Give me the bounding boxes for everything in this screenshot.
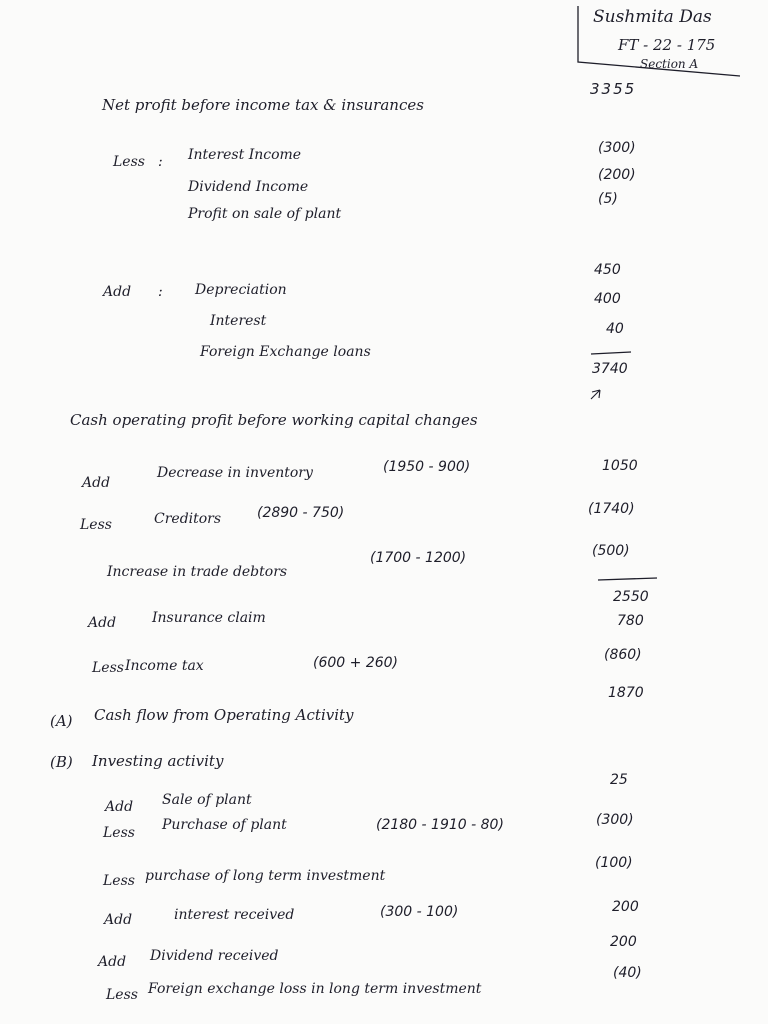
- colon: :: [158, 284, 163, 300]
- row-calc: (1700 - 1200): [370, 550, 467, 566]
- section-a-value: 1870: [608, 685, 644, 701]
- row-label: Income tax: [125, 658, 204, 674]
- row-value: 1050: [602, 458, 638, 474]
- line-item-label: Depreciation: [195, 282, 287, 298]
- row-calc: (300 - 100): [380, 904, 459, 920]
- row-prefix: Add: [104, 912, 133, 928]
- row-calc: (2180 - 1910 - 80): [376, 817, 504, 833]
- row-prefix: Less: [80, 517, 112, 533]
- opening-label: Net profit before income tax & insurances: [102, 96, 424, 114]
- row-label: Dividend received: [150, 948, 279, 964]
- row-value: (500): [592, 543, 630, 559]
- section-b-label: Investing activity: [92, 752, 224, 770]
- line-item-value: (200): [598, 167, 636, 183]
- add-prefix: Add: [103, 284, 132, 300]
- row-label: Sale of plant: [162, 792, 252, 808]
- row-prefix: Less: [92, 660, 124, 676]
- section-marker: (A): [50, 712, 73, 730]
- roll-number: FT - 22 - 175: [618, 36, 716, 54]
- row-prefix: Add: [82, 475, 111, 491]
- row-value: 200: [612, 899, 639, 915]
- line-item-value: (5): [598, 191, 618, 207]
- row-value: (100): [595, 855, 633, 871]
- student-name: Sushmita Das: [593, 7, 712, 27]
- less-prefix: Less: [113, 154, 145, 170]
- line-item-value: 40: [606, 321, 624, 337]
- row-label: Decrease in inventory: [157, 465, 313, 481]
- row-calc: (2890 - 750): [257, 505, 345, 521]
- line-item-label: Profit on sale of plant: [188, 206, 342, 222]
- line-item-label: Dividend Income: [188, 179, 309, 195]
- row-label: purchase of long term investment: [145, 868, 386, 884]
- row-value: 780: [617, 613, 644, 629]
- row-value: 200: [610, 934, 637, 950]
- subtotal-value: 3740: [592, 361, 628, 377]
- row-value: (1740): [588, 501, 635, 517]
- opening-value: 3355: [590, 80, 637, 98]
- line-item-value: 450: [594, 262, 621, 278]
- colon: :: [158, 154, 163, 170]
- subtotal-value: 2550: [613, 589, 649, 605]
- row-label: Increase in trade debtors: [107, 564, 288, 580]
- row-label: interest received: [174, 907, 295, 923]
- row-label: Purchase of plant: [162, 817, 287, 833]
- row-value: (860): [604, 647, 642, 663]
- working-capital-heading: Cash operating profit before working capital changes: [70, 411, 478, 429]
- row-label: Insurance claim: [152, 610, 266, 626]
- row-prefix: Add: [98, 954, 127, 970]
- row-label: Creditors: [154, 511, 222, 527]
- line-item-label: Foreign Exchange loans: [200, 344, 371, 360]
- row-prefix: Less: [103, 825, 135, 841]
- row-prefix: Less: [106, 987, 138, 1003]
- line-item-label: Interest: [210, 313, 267, 329]
- row-value: (40): [613, 965, 642, 981]
- line-item-label: Interest Income: [188, 147, 302, 163]
- row-calc: (1950 - 900): [383, 459, 471, 475]
- row-calc: (600 + 260): [313, 655, 398, 671]
- row-prefix: Add: [88, 615, 117, 631]
- section-a-label: Cash flow from Operating Activity: [94, 706, 354, 724]
- line-item-value: 400: [594, 291, 621, 307]
- row-label: Foreign exchange loss in long term investment: [148, 981, 482, 997]
- row-value: (300): [596, 812, 634, 828]
- section-marker: (B): [50, 753, 73, 771]
- section-label: Section A: [640, 57, 699, 71]
- row-prefix: Less: [103, 873, 135, 889]
- row-value: 25: [610, 772, 628, 788]
- line-item-value: (300): [598, 140, 636, 156]
- row-prefix: Add: [105, 799, 134, 815]
